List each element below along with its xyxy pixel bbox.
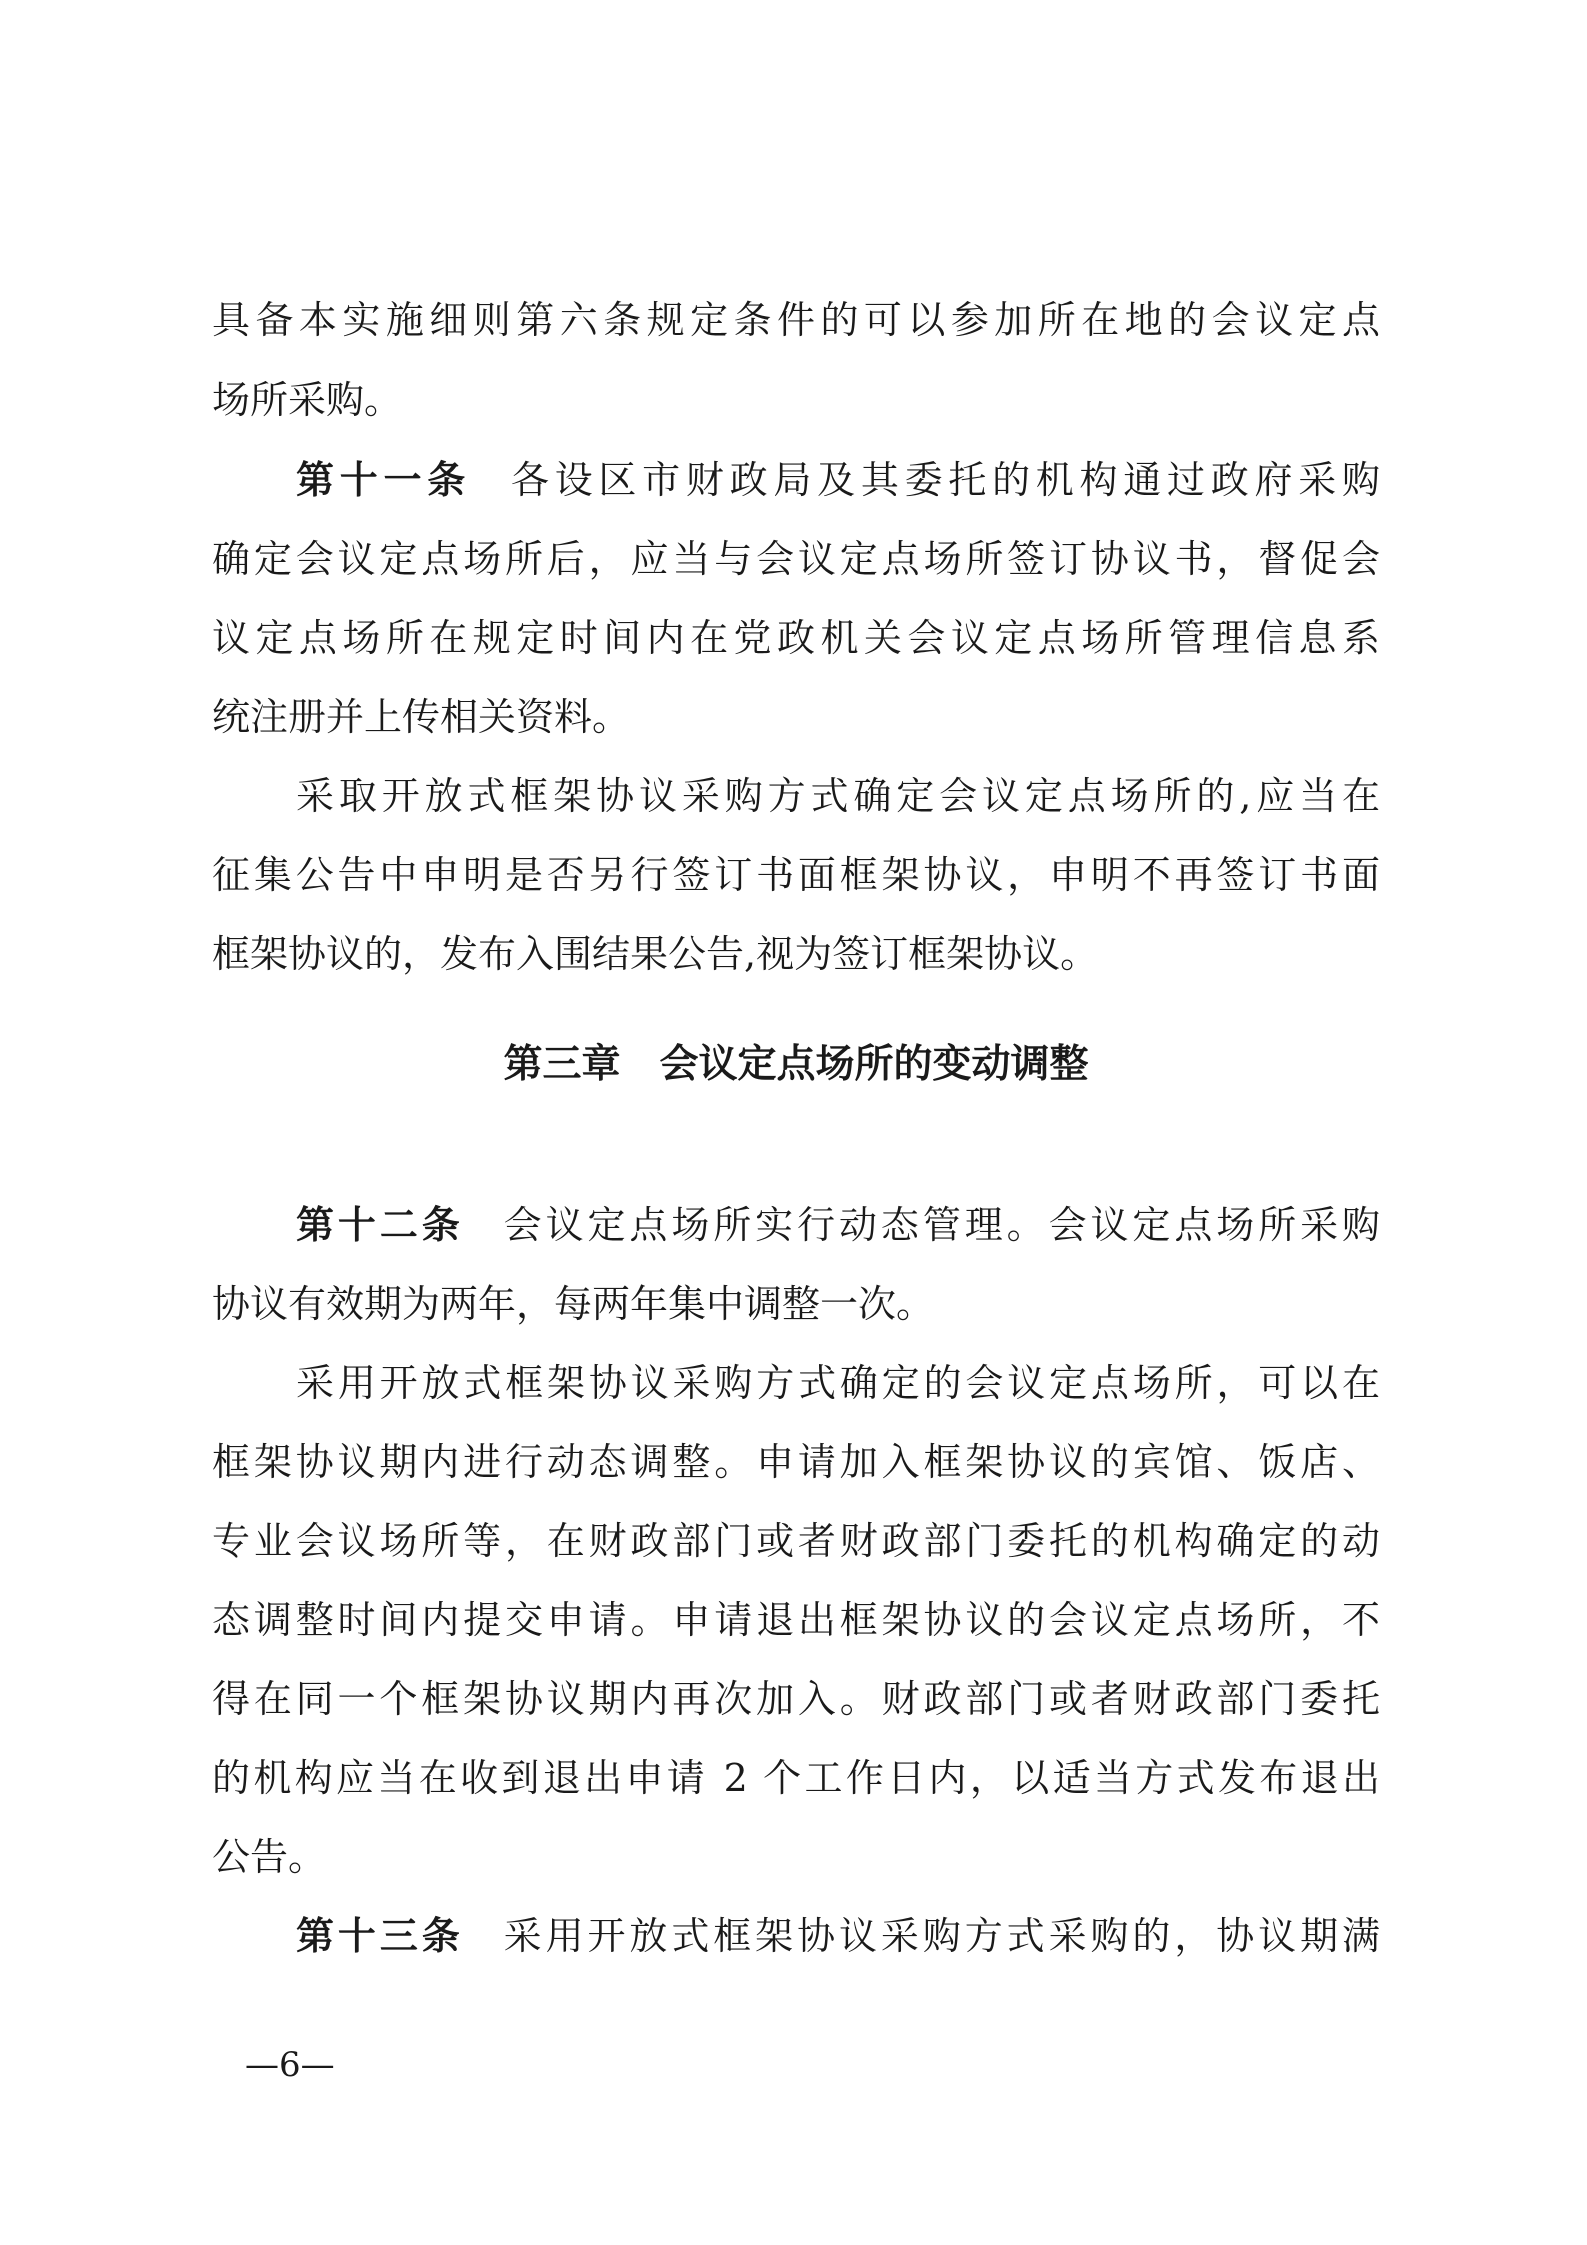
- article-13-label: 第十三条: [296, 1914, 464, 1958]
- article-11-label: 第十一条: [296, 458, 471, 502]
- body-text-line: 会议定点场所实行动态管理。会议定点场所采购: [503, 1203, 1380, 1247]
- body-text-line: 采取开放式框架协议采购方式确定会议定点场所的,应当在: [296, 774, 1380, 818]
- article-12-first-line: [296, 1200, 1380, 1250]
- body-text-line: 框架协议的，发布入围结果公告,视为签订框架协议。: [212, 932, 1099, 976]
- body-text-line: 议定点场所在规定时间内在党政机关会议定点场所管理信息系: [212, 616, 1380, 660]
- body-text-line: 具备本实施细则第六条规定条件的可以参加所在地的会议定点: [212, 298, 1380, 342]
- body-text-line: 各设区市财政局及其委托的机构通过政府采购: [510, 458, 1380, 502]
- body-text-line: 采用开放式框架协议采购方式采购的，协议期满: [503, 1914, 1380, 1958]
- body-text-line: 得在同一个框架协议期内再次加入。财政部门或者财政部门委托: [212, 1677, 1380, 1721]
- body-text-line: 场所采购。: [212, 378, 403, 422]
- article-13-first-line: [296, 1911, 1380, 1961]
- body-text-line: 专业会议场所等，在财政部门或者财政部门委托的机构确定的动: [212, 1519, 1380, 1563]
- body-text-line: 采用开放式框架协议采购方式确定的会议定点场所，可以在: [296, 1361, 1380, 1405]
- page-number: —6—: [245, 2045, 335, 2085]
- body-text-line: 框架协议期内进行动态调整。申请加入框架协议的宾馆、饭店、: [212, 1440, 1380, 1484]
- article-12-label: 第十二条: [296, 1203, 464, 1247]
- body-text-line: 态调整时间内提交申请。申请退出框架协议的会议定点场所，不: [212, 1598, 1380, 1642]
- body-text-line: 的机构应当在收到退出申请 2 个工作日内，以适当方式发布退出: [212, 1756, 1380, 1800]
- chapter-heading: 第三章 会议定点场所的变动调整: [503, 1042, 1089, 1087]
- body-text-line: 协议有效期为两年，每两年集中调整一次。: [212, 1282, 935, 1326]
- article-11-first-line: [296, 455, 1380, 505]
- body-text-line: 征集公告中申明是否另行签订书面框架协议，申明不再签订书面: [212, 853, 1380, 897]
- body-text-line: 统注册并上传相关资料。: [212, 695, 631, 739]
- body-text-line: 确定会议定点场所后，应当与会议定点场所签订协议书，督促会: [212, 537, 1380, 581]
- body-text-line: 公告。: [212, 1835, 327, 1879]
